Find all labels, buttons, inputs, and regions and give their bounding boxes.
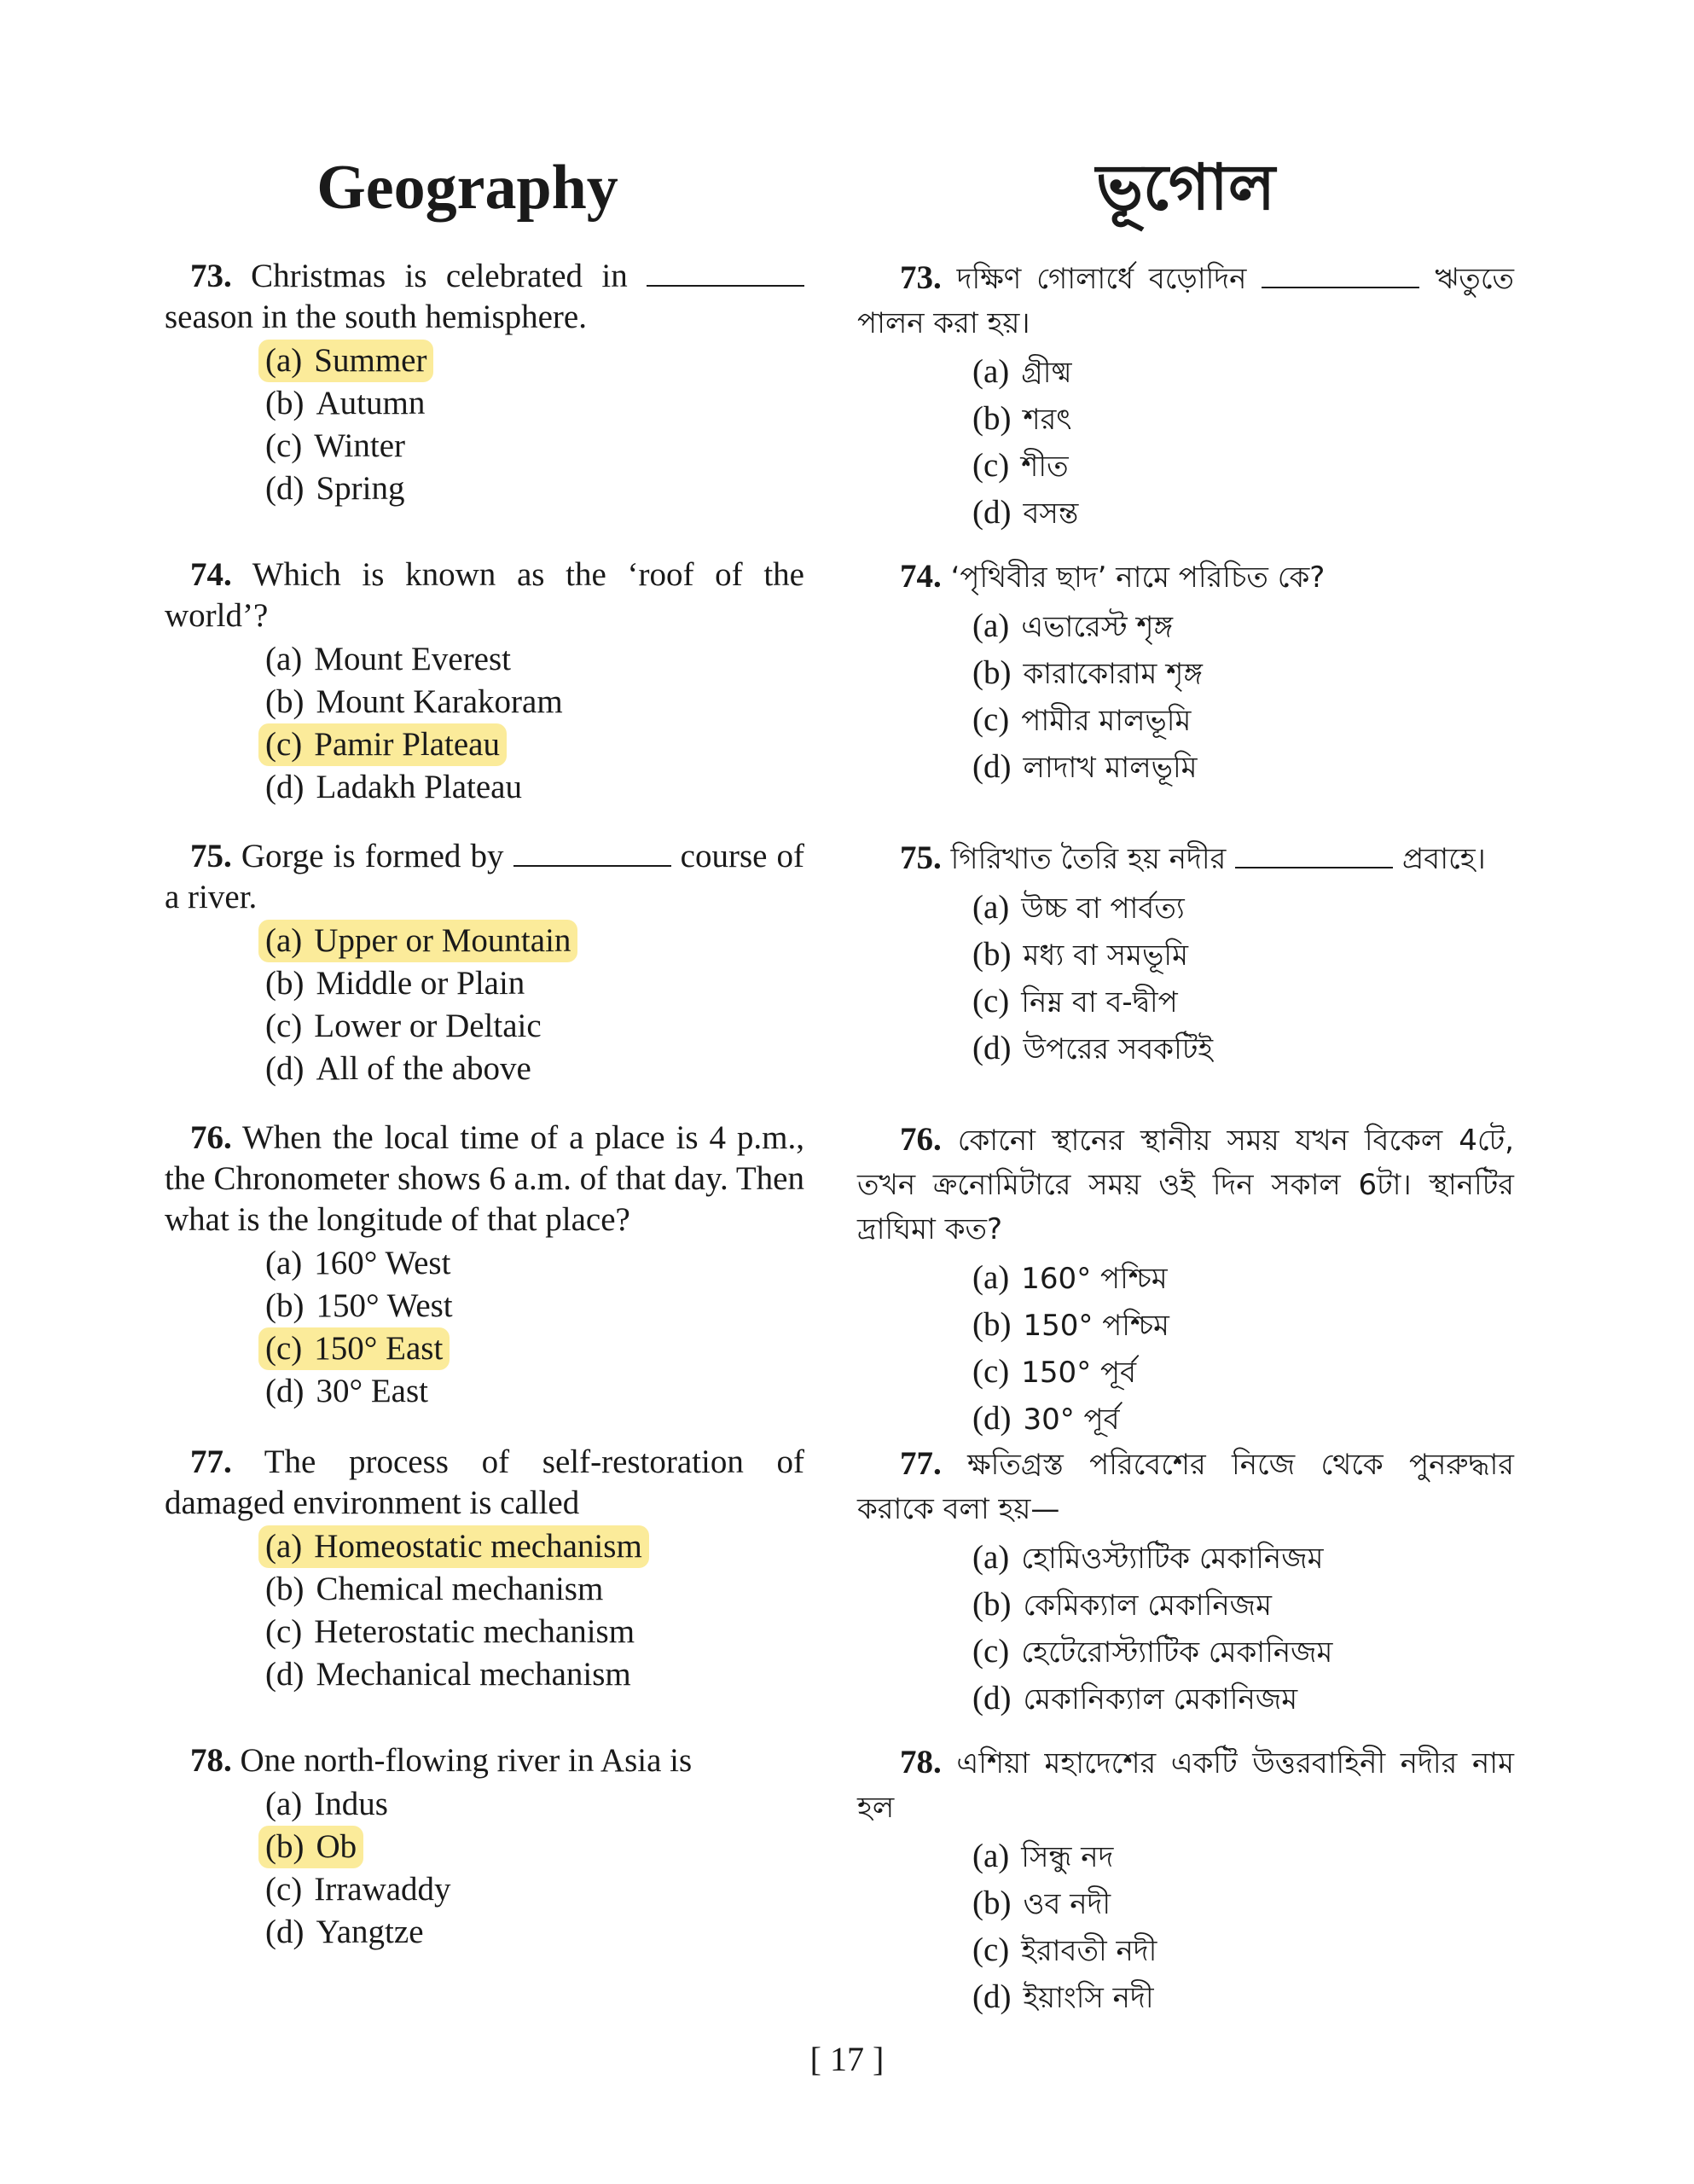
question-text: ‘পৃথিবীর ছাদ’ নামে পরিচিত কে?: [950, 561, 1326, 595]
option-text: 150° East: [314, 1330, 444, 1367]
option-c: [265, 425, 804, 468]
option-b: [972, 396, 1514, 443]
option-content: [966, 1582, 1279, 1629]
highlighted-answer: [258, 1525, 649, 1568]
option-text: বসন্ত: [1023, 497, 1079, 531]
answer-blank: [1262, 286, 1419, 288]
option-d: [265, 766, 804, 809]
option-content: [966, 1927, 1163, 1974]
question-number: 78.: [190, 1742, 232, 1779]
option-letter: (a): [265, 641, 303, 677]
option-content: [966, 396, 1078, 443]
option-content: [966, 697, 1198, 744]
option-content: [258, 1868, 458, 1911]
option-text: Upper or Mountain: [314, 922, 571, 959]
option-letter: (c): [265, 1330, 303, 1367]
option-letter: (a): [265, 342, 303, 379]
option-d: [265, 1048, 804, 1090]
question-number: 73.: [190, 258, 232, 294]
option-a: [265, 340, 804, 382]
option-letter: (d): [972, 1978, 1012, 2015]
option-content: [258, 1005, 548, 1048]
option-text: হেটেরোস্ট্যাটিক মেকানিজম: [1021, 1635, 1333, 1670]
option-text: কেমিক্যাল মেকানিজম: [1023, 1589, 1272, 1623]
option-text: Winter: [314, 427, 406, 464]
option-content: [966, 932, 1195, 979]
option-text: 30° পূর্ব: [1023, 1403, 1120, 1437]
question-number: 75.: [900, 839, 942, 876]
option-content: [258, 1568, 610, 1611]
option-b: [265, 681, 804, 723]
bn-question-75: [857, 836, 1514, 1072]
option-text: Indus: [314, 1786, 388, 1822]
option-text: Mount Karakoram: [316, 683, 563, 720]
question-stem: [165, 1442, 804, 1524]
question-number: 76.: [900, 1121, 942, 1158]
option-text: Pamir Plateau: [314, 726, 500, 763]
option-d: [265, 1653, 804, 1696]
option-letter: (b): [265, 1828, 305, 1865]
option-text: 160° West: [314, 1245, 451, 1281]
option-letter: (c): [972, 1931, 1010, 1968]
option-content: [258, 425, 412, 468]
option-letter: (c): [972, 983, 1010, 1019]
question-text: Which is known as the ‘roof of the world’?: [165, 556, 804, 634]
option-a: [265, 1783, 804, 1826]
option-d: [265, 468, 804, 510]
en-question-74: [165, 555, 804, 809]
option-letter: (a): [972, 1259, 1010, 1296]
option-text: গ্রীষ্ম: [1021, 356, 1072, 390]
en-question-77: [165, 1442, 804, 1696]
question-number: 77.: [900, 1445, 942, 1482]
option-c: [972, 1629, 1514, 1676]
page-number: [ 17 ]: [809, 2040, 885, 2078]
question-stem: [165, 1740, 804, 1781]
option-letter: (c): [972, 701, 1010, 738]
option-text: 160° পশ্চিম: [1021, 1262, 1168, 1296]
option-letter: (a): [972, 1539, 1010, 1576]
question-number: 73.: [900, 259, 942, 296]
option-letter: (a): [972, 353, 1010, 390]
option-text: Summer: [314, 342, 427, 379]
option-text: নিম্ন বা ব-দ্বীপ: [1021, 985, 1178, 1019]
option-content: [966, 979, 1185, 1025]
option-letter: (c): [972, 1353, 1010, 1390]
question-number: 74.: [190, 556, 232, 593]
option-content: [258, 638, 518, 681]
option-text: Mount Everest: [314, 641, 512, 677]
answer-blank: [513, 864, 671, 867]
question-text: Christmas is celebrated in: [251, 258, 628, 294]
option-b: [265, 1568, 804, 1611]
option-text: Homeostatic mechanism: [314, 1528, 642, 1565]
option-letter: (c): [972, 1633, 1010, 1670]
option-b: [972, 1582, 1514, 1629]
option-letter: (d): [972, 748, 1012, 785]
option-c: [972, 1927, 1514, 1974]
question-text: When the local time of a place is 4 p.m., the Chronometer shows 6 a.m. of that day. Then what is the longitude of that place?: [165, 1119, 804, 1238]
option-content: [258, 1370, 435, 1413]
option-a: [265, 920, 804, 962]
option-b: [972, 1880, 1514, 1927]
option-content: [966, 1025, 1220, 1072]
en-question-73: [165, 256, 804, 510]
option-letter: (a): [972, 889, 1010, 926]
question-number: 77.: [190, 1443, 232, 1480]
highlighted-answer: [258, 1826, 363, 1868]
option-letter: (c): [265, 427, 303, 464]
option-letter: (d): [265, 769, 305, 805]
option-text: শীত: [1021, 450, 1069, 484]
option-letter: (b): [265, 1287, 305, 1324]
question-number: 75.: [190, 838, 232, 874]
option-letter: (d): [972, 1030, 1012, 1066]
option-c: [972, 697, 1514, 744]
option-content: [258, 766, 529, 809]
option-list: [165, 1525, 804, 1696]
highlighted-answer: [258, 1327, 450, 1370]
option-list: [165, 638, 804, 809]
option-letter: (b): [972, 654, 1012, 691]
option-c: [265, 1611, 804, 1653]
question-stem: [857, 1118, 1514, 1252]
option-a: [972, 885, 1514, 932]
option-text: Ob: [316, 1828, 357, 1865]
option-list: [857, 1833, 1514, 2021]
option-letter: (d): [972, 1680, 1012, 1716]
question-stem: [165, 256, 804, 338]
option-letter: (d): [972, 494, 1012, 531]
option-text: 150° পূর্ব: [1021, 1356, 1137, 1390]
option-list: [165, 340, 804, 510]
bn-question-73: [857, 256, 1514, 537]
english-heading: Geography: [316, 153, 618, 223]
option-letter: (b): [265, 1571, 305, 1607]
option-content: [966, 603, 1180, 650]
option-content: [966, 1396, 1127, 1443]
option-content: [966, 1833, 1120, 1880]
highlighted-answer: [258, 723, 507, 766]
option-a: [972, 1833, 1514, 1880]
option-text: Mechanical mechanism: [316, 1656, 631, 1693]
question-text-after-blank: course of a river.: [165, 838, 805, 915]
option-text: 30° East: [316, 1373, 428, 1409]
option-c: [265, 1868, 804, 1911]
question-number: 74.: [900, 558, 942, 595]
answer-blank: [647, 284, 804, 287]
option-a: [972, 1255, 1514, 1302]
question-stem: [857, 836, 1514, 881]
question-text: One north-flowing river in Asia is: [240, 1742, 693, 1779]
question-number: 76.: [190, 1119, 232, 1156]
option-content: [966, 349, 1079, 396]
option-content: [966, 1535, 1331, 1582]
option-a: [265, 638, 804, 681]
option-letter: (d): [265, 1373, 305, 1409]
option-d: [972, 1974, 1514, 2021]
option-text: কারাকোরাম শৃঙ্গ: [1023, 657, 1203, 691]
question-text: ক্ষতিগ্রস্ত পরিবেশের নিজে থেকে পুনরুদ্ধার করাকে বলা হয়—: [857, 1448, 1515, 1526]
option-d: [972, 1676, 1514, 1722]
option-letter: (b): [972, 936, 1012, 973]
option-content: [258, 962, 531, 1005]
option-letter: (a): [972, 607, 1010, 644]
option-text: উচ্চ বা পার্বত্য: [1021, 892, 1185, 926]
option-letter: (b): [972, 1885, 1012, 1921]
option-content: [258, 1653, 638, 1696]
option-list: [165, 1242, 804, 1413]
option-d: [972, 1396, 1514, 1443]
question-stem: [857, 1442, 1514, 1531]
answer-blank: [1235, 866, 1393, 868]
option-text: Irrawaddy: [314, 1871, 451, 1908]
option-a: [972, 349, 1514, 396]
option-list: [857, 603, 1514, 791]
en-question-76: [165, 1118, 804, 1413]
option-list: [857, 1255, 1514, 1443]
option-list: [857, 885, 1514, 1072]
option-text: Ladakh Plateau: [316, 769, 522, 805]
question-text: এশিয়া মহাদেশের একটি উত্তরবাহিনী নদীর নাম হল: [857, 1746, 1514, 1825]
option-list: [857, 349, 1514, 537]
question-text: Gorge is formed by: [241, 838, 504, 874]
option-b: [265, 1826, 804, 1868]
option-text: সিন্ধু নদ: [1021, 1840, 1114, 1874]
option-text: Heterostatic mechanism: [314, 1613, 635, 1650]
option-b: [972, 932, 1514, 979]
option-content: [258, 681, 570, 723]
bn-question-78: [857, 1740, 1514, 2021]
option-letter: (a): [265, 1786, 303, 1822]
option-text: উপরের সবকটিই: [1023, 1032, 1214, 1066]
bn-question-74: [857, 555, 1514, 791]
option-b: [265, 1285, 804, 1327]
highlighted-answer: [258, 340, 433, 382]
option-text: শরৎ: [1023, 403, 1072, 437]
question-number: 78.: [900, 1744, 942, 1780]
option-letter: (b): [972, 400, 1012, 437]
bengali-heading: ভূগোল: [1096, 151, 1275, 224]
option-text: লাদাখ মালভূমি: [1023, 751, 1198, 785]
option-letter: (d): [265, 1914, 305, 1950]
question-stem: [165, 836, 804, 918]
option-letter: (a): [265, 1245, 303, 1281]
option-d: [972, 1025, 1514, 1072]
option-content: [966, 885, 1192, 932]
question-stem: [857, 555, 1514, 600]
option-content: [966, 1676, 1304, 1722]
question-stem: [857, 1740, 1514, 1830]
option-letter: (d): [265, 1656, 305, 1693]
option-content: [966, 1349, 1143, 1396]
option-c: [972, 1349, 1514, 1396]
question-text: দক্ষিণ গোলার্ধে বড়োদিন: [956, 262, 1247, 296]
option-text: Lower or Deltaic: [314, 1008, 542, 1044]
option-text: Middle or Plain: [316, 965, 525, 1002]
option-letter: (c): [265, 1871, 303, 1908]
question-text-after-blank: প্রবাহে।: [1401, 842, 1486, 876]
option-content: [258, 1285, 460, 1327]
option-content: [258, 1048, 538, 1090]
option-text: এভারেস্ট শৃঙ্গ: [1021, 610, 1174, 644]
option-text: ওব নদী: [1023, 1887, 1111, 1921]
question-text: গিরিখাত তৈরি হয় নদীর: [950, 842, 1227, 876]
option-content: [966, 1629, 1339, 1676]
option-b: [972, 1302, 1514, 1349]
option-letter: (b): [972, 1306, 1012, 1343]
option-letter: (c): [972, 447, 1010, 484]
question-text-after-blank: ঋতুতে পালন করা হয়।: [857, 262, 1514, 340]
option-b: [972, 650, 1514, 697]
option-c: [265, 1327, 804, 1370]
option-d: [972, 490, 1514, 537]
option-text: 150° West: [316, 1287, 453, 1324]
option-a: [972, 1535, 1514, 1582]
question-text: The process of self-restoration of damaged environment is called: [165, 1443, 805, 1521]
question-stem: [857, 256, 1514, 346]
option-content: [966, 443, 1076, 490]
option-content: [966, 650, 1210, 697]
option-text: ইয়াংসি নদী: [1023, 1981, 1154, 2015]
bn-question-76: [857, 1118, 1514, 1443]
option-d: [972, 744, 1514, 791]
option-letter: (a): [972, 1838, 1010, 1874]
question-text-after-blank: season in the south hemisphere.: [165, 299, 587, 335]
en-question-78: [165, 1740, 804, 1954]
option-letter: (b): [265, 385, 305, 421]
option-c: [972, 979, 1514, 1025]
option-text: All of the above: [316, 1050, 531, 1087]
option-content: [966, 1974, 1161, 2021]
option-content: [258, 1242, 457, 1285]
option-text: Spring: [316, 470, 405, 507]
option-text: মেকানিক্যাল মেকানিজম: [1023, 1682, 1298, 1716]
option-letter: (b): [972, 1586, 1012, 1623]
option-content: [258, 1911, 431, 1954]
option-letter: (c): [265, 1008, 303, 1044]
option-letter: (d): [265, 1050, 305, 1087]
highlighted-answer: [258, 920, 577, 962]
bn-question-77: [857, 1442, 1514, 1722]
option-text: হোমিওস্ট্যাটিক মেকানিজম: [1021, 1542, 1324, 1576]
option-text: Yangtze: [316, 1914, 424, 1950]
en-question-75: [165, 836, 804, 1090]
option-content: [258, 382, 432, 425]
option-content: [966, 744, 1204, 791]
option-c: [972, 443, 1514, 490]
option-text: মধ্য বা সমভূমি: [1023, 938, 1188, 973]
option-content: [966, 490, 1085, 537]
option-letter: (a): [265, 922, 303, 959]
option-letter: (d): [972, 1400, 1012, 1437]
option-d: [265, 1370, 804, 1413]
option-letter: (d): [265, 470, 305, 507]
option-b: [265, 382, 804, 425]
option-content: [258, 1783, 395, 1826]
question-text: কোনো স্থানের স্থানীয় সময় যখন বিকেল 4টে, তখন ক্রনোমিটারে সময় ওই দিন সকাল 6টা। স্থানটির দ্রাঘিমা কত?: [857, 1124, 1514, 1246]
option-letter: (b): [265, 965, 305, 1002]
option-content: [966, 1255, 1175, 1302]
option-text: Autumn: [316, 385, 426, 421]
question-stem: [165, 1118, 804, 1240]
option-text: পামীর মালভূমি: [1021, 704, 1192, 738]
option-text: ইরাবতী নদী: [1021, 1934, 1157, 1968]
option-content: [966, 1302, 1176, 1349]
option-list: [857, 1535, 1514, 1722]
option-a: [265, 1242, 804, 1285]
option-c: [265, 1005, 804, 1048]
option-a: [972, 603, 1514, 650]
option-d: [265, 1911, 804, 1954]
option-c: [265, 723, 804, 766]
option-letter: (c): [265, 726, 303, 763]
option-content: [966, 1880, 1117, 1927]
question-stem: [165, 555, 804, 636]
option-text: Chemical mechanism: [316, 1571, 604, 1607]
option-b: [265, 962, 804, 1005]
option-a: [265, 1525, 804, 1568]
option-letter: (b): [265, 683, 305, 720]
option-content: [258, 468, 412, 510]
option-letter: (c): [265, 1613, 303, 1650]
option-list: [165, 1783, 804, 1954]
option-letter: (a): [265, 1528, 303, 1565]
option-list: [165, 920, 804, 1090]
option-content: [258, 1611, 641, 1653]
option-text: 150° পশ্চিম: [1023, 1309, 1169, 1343]
